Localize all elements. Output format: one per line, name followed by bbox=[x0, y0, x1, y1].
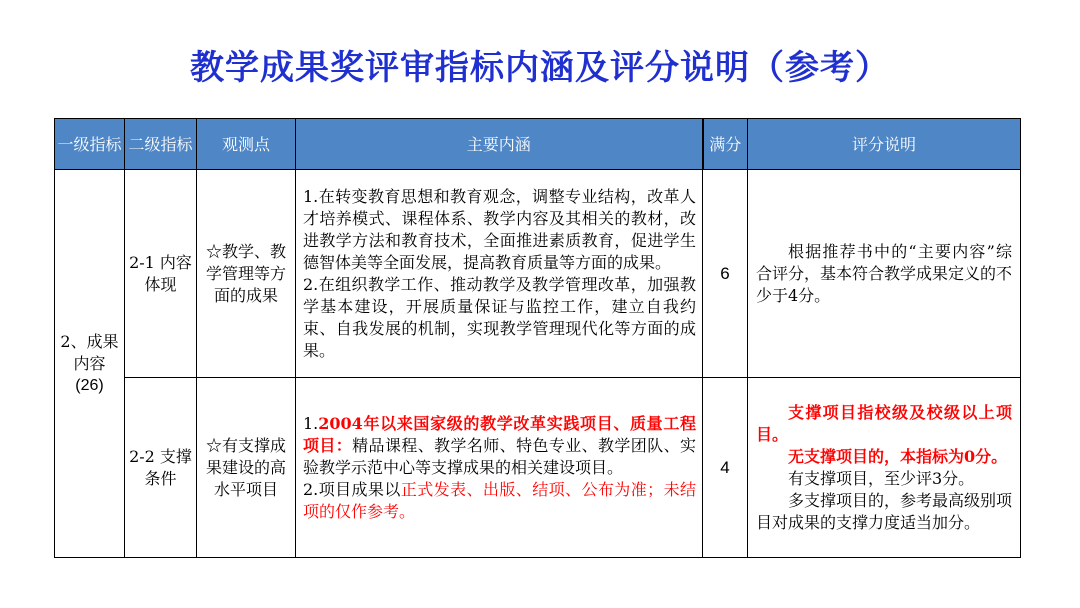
scoring-highlight-1: 支撑项目指校级及校级以上项目。 bbox=[756, 402, 1012, 444]
content-item-2: 2.在组织教学工作、推动教学及教学管理改革，加强教学基本建设，开展质量保证与监控工作，建立自我约束、自我发展的机制，实现教学管理现代化等方面的成果。 bbox=[303, 274, 696, 360]
header-level2: 二级指标 bbox=[125, 119, 197, 170]
header-observe: 观测点 bbox=[197, 119, 296, 170]
page-title: 教学成果奖评审指标内涵及评分说明（参考） bbox=[190, 48, 890, 88]
highlight-text: 正式发表、出版、结项、公布为准；未结项的仅作参考。 bbox=[303, 479, 696, 521]
table-row bbox=[55, 378, 1021, 558]
header-full-score: 满分 bbox=[703, 119, 748, 170]
scoring-text: 根据推荐书中的“主要内容”综合评分，基本符合教学成果定义的不少于4分。 bbox=[756, 241, 1013, 305]
item-prefix: 2.项目成果以 bbox=[303, 479, 401, 499]
scoring-cell bbox=[748, 170, 1021, 378]
scoring-cell bbox=[748, 378, 1021, 558]
scoring-text-4: 多支撑项目的，参考最高级别项目对成果的支撑力度适当加分。 bbox=[756, 490, 1013, 532]
full-score-cell: 4 bbox=[703, 378, 748, 558]
observe-cell: ☆教学、教学管理等方面的成果 bbox=[197, 170, 296, 378]
item-text: 精品课程、教学名师、特色专业、教学团队、实验教学示范中心等支撑成果的相关建设项目。 bbox=[303, 435, 696, 477]
level1-cell bbox=[55, 170, 125, 558]
highlight-text: 2004年以来国家级的教学改革实践项目、质量工程项目： bbox=[303, 413, 696, 455]
content-item-1: 1.在转变教育思想和教育观念，调整专业结构，改革人才培养模式、课程体系、教学内容及其相关的教材，改进教学方法和教育技术，全面推进素质教育，促进学生德智体美等全面发展，提高教育质量等方面的成果。 bbox=[303, 186, 696, 272]
content-cell bbox=[296, 170, 703, 378]
scoring-highlight-2: 无支撑项目的，本指标为0分。 bbox=[788, 446, 1008, 466]
criteria-table bbox=[54, 118, 1021, 558]
observe-cell: ☆有支撑成果建设的高水平项目 bbox=[197, 378, 296, 558]
content-cell bbox=[296, 378, 703, 558]
item-prefix: 1. bbox=[303, 413, 319, 433]
content-item-2 bbox=[303, 479, 696, 523]
header-scoring: 评分说明 bbox=[748, 119, 1021, 170]
level1-label: 2、成果内容 bbox=[60, 331, 119, 373]
level1-score: (26) bbox=[75, 376, 104, 394]
level2-cell: 2-1 内容体现 bbox=[125, 170, 197, 378]
table-row bbox=[55, 170, 1021, 378]
content-item-1 bbox=[303, 413, 696, 479]
header-content: 主要内涵 bbox=[296, 119, 703, 170]
header-level1: 一级指标 bbox=[55, 119, 125, 170]
level2-cell: 2-2 支撑条件 bbox=[125, 378, 197, 558]
scoring-text-3: 有支撑项目，至少评3分。 bbox=[788, 468, 975, 488]
full-score-cell: 6 bbox=[703, 170, 748, 378]
table-header-row bbox=[55, 119, 1021, 170]
